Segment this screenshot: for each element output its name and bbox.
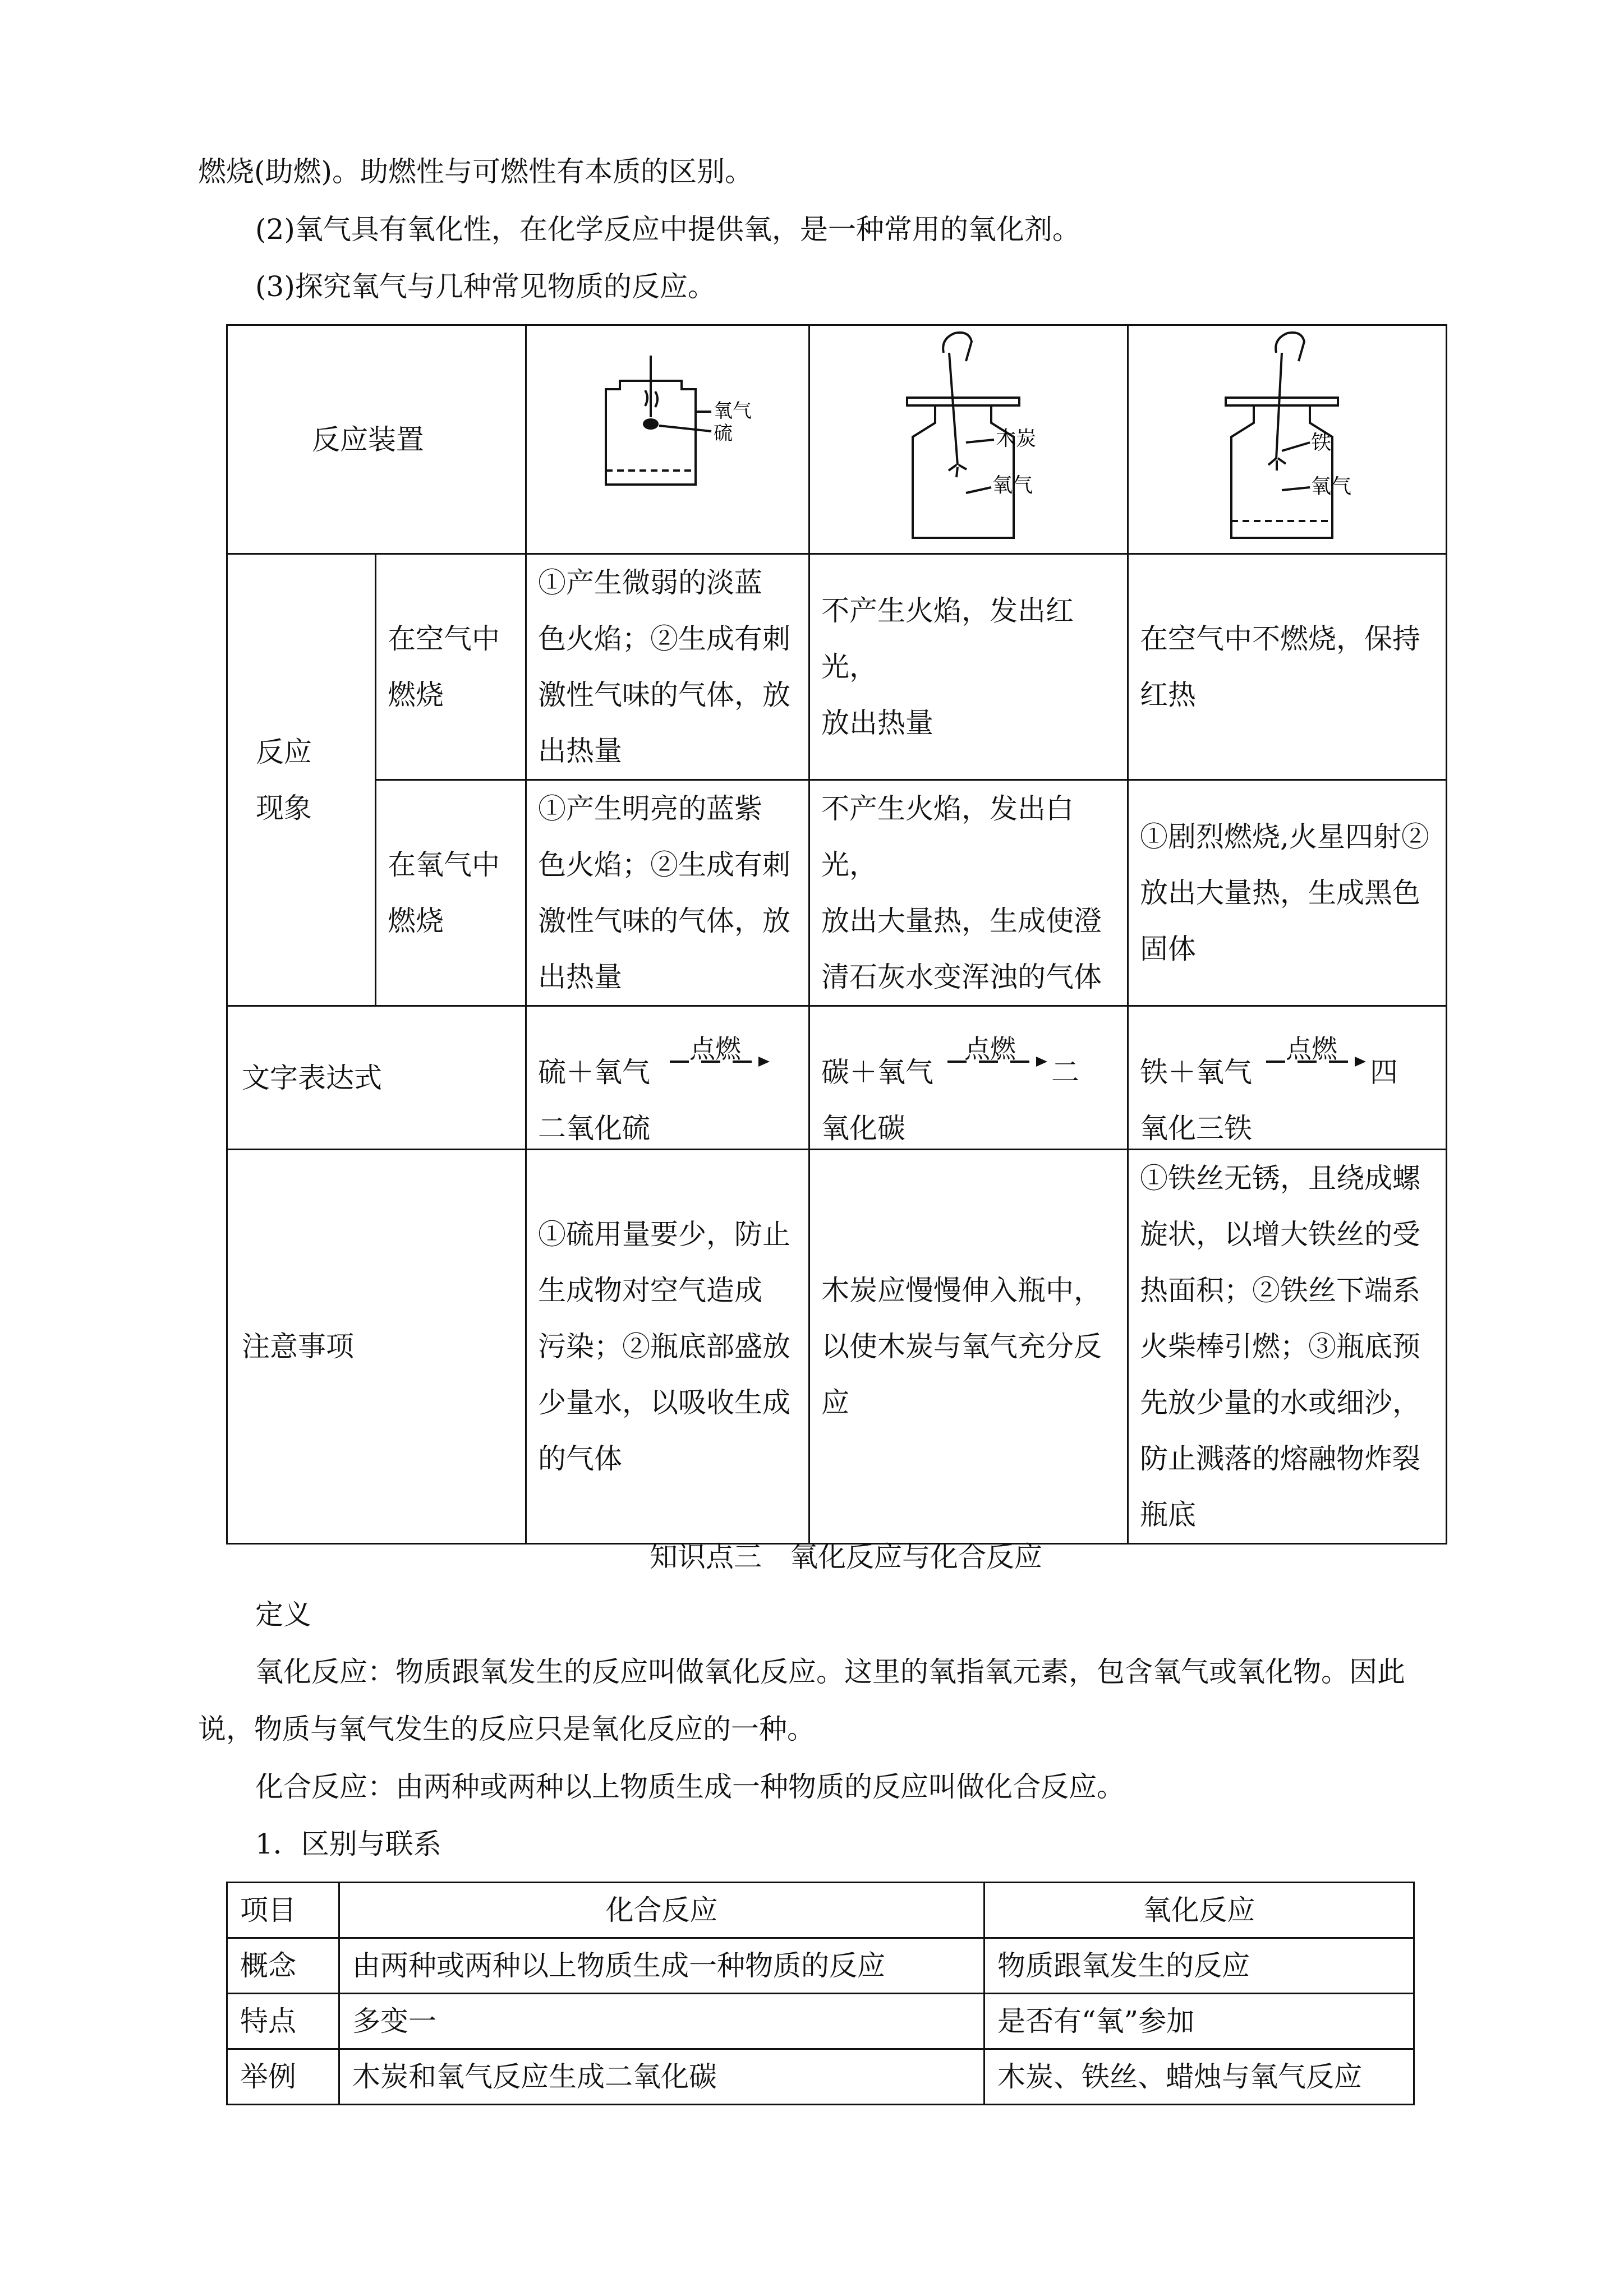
eq-carbon-reactants: 碳＋氧气 [821, 1055, 933, 1089]
intro-line-1: 燃烧(助燃)。助燃性与可燃性有本质的区别。 [198, 155, 753, 188]
in-oxygen-label: 在氧气中 燃烧 [376, 780, 526, 1006]
row-combination-value: 由两种或两种以上物质生成一种物质的反应 [339, 1938, 984, 1994]
eq-carbon-cell [809, 1006, 1128, 1150]
row-label: 举例 [227, 2049, 339, 2105]
eq-carbon-product-start: 二 [1051, 1055, 1079, 1089]
item-1-heading: 1．区别与联系 [255, 1828, 441, 1860]
reaction-arrow-icon [670, 1044, 771, 1079]
air-burning-row [227, 554, 1447, 780]
eq-iron-product: 氧化三铁 [1140, 1112, 1252, 1145]
eq-sulfur-product: 二氧化硫 [538, 1112, 650, 1145]
table-row [227, 1938, 1414, 1994]
eq-sulfur-condition: 点燃 [689, 1033, 741, 1064]
label-sulfur: 硫 [714, 422, 733, 445]
label-oxygen-2: 氧气 [992, 473, 1033, 497]
label-oxygen-3: 氧气 [1310, 474, 1351, 498]
apparatus-header: 反应装置 [227, 325, 526, 554]
row-combination-value: 多变一 [339, 1994, 984, 2049]
header-oxidation: 氧化反应 [984, 1883, 1414, 1938]
eq-iron-reactants: 铁＋氧气 [1140, 1055, 1252, 1089]
air-iron-cell: 在空气中不燃烧，保持 红热 [1128, 554, 1447, 780]
eq-carbon-product: 氧化碳 [821, 1112, 905, 1145]
table-row [227, 1994, 1414, 2049]
table-row [227, 2049, 1414, 2105]
row-oxidation-value: 木炭、铁丝、蜡烛与氧气反应 [984, 2049, 1414, 2105]
row-oxidation-value: 是否有“氧”参加 [984, 1994, 1414, 2049]
o2-sulfur-cell: ①产生明亮的蓝紫 色火焰；②生成有刺 激性气味的气体，放 出热量 [526, 780, 809, 1006]
iron-apparatus-cell [1128, 325, 1447, 554]
o2-carbon-cell: 不产生火焰，发出白光， 放出大量热，生成使澄 清石灰水变浑浊的气体 [809, 780, 1128, 1006]
oxidation-definition-line-1: 氧化反应：物质跟氧发生的反应叫做氧化反应。这里的氧指氧元素，包含氧气或氧化物。因此 [255, 1656, 1405, 1688]
phenomenon-header: 反应 现象 [227, 554, 376, 1006]
intro-line-3: (3)探究氧气与几种常见物质的反应。 [255, 270, 716, 303]
row-oxidation-value: 物质跟氧发生的反应 [984, 1938, 1414, 1994]
reaction-arrow-icon [1266, 1044, 1367, 1079]
row-combination-value: 木炭和氧气反应生成二氧化碳 [339, 2049, 984, 2105]
oxygen-reaction-table [226, 324, 1447, 1545]
eq-iron-cell [1128, 1006, 1447, 1150]
reaction-arrow-icon [947, 1044, 1048, 1079]
air-sulfur-cell: ①产生微弱的淡蓝 色火焰；②生成有刺 激性气味的气体，放 出热量 [526, 554, 809, 780]
label-charcoal: 木炭 [995, 427, 1036, 450]
eq-sulfur-cell [526, 1006, 809, 1150]
label-iron: 铁 [1310, 431, 1331, 454]
o2-iron-cell: ①剧烈燃烧,火星四射② 放出大量热，生成黑色 固体 [1128, 780, 1447, 1006]
comparison-header-row [227, 1883, 1414, 1938]
intro-line-2: (2)氧气具有氧化性，在化学反应中提供氧，是一种常用的氧化剂。 [255, 213, 1080, 246]
equation-header: 文字表达式 [227, 1006, 526, 1150]
notes-iron-cell: ①铁丝无锈，且绕成螺 旋状，以增大铁丝的受 热面积；②铁丝下端系 火柴棒引燃；③瓶底预 先放少量的水或细沙， 防止溅落的熔融物炸裂 瓶底 [1128, 1150, 1447, 1544]
iron-jar-diagram [1192, 330, 1383, 549]
definition-title: 定义 [255, 1598, 311, 1631]
section-heading: 知识点三 氧化反应与化合反应 [650, 1541, 1042, 1573]
label-oxygen: 氧气 [714, 399, 752, 422]
notes-row [227, 1150, 1447, 1544]
sulfur-apparatus-cell [526, 325, 809, 554]
air-carbon-cell: 不产生火焰，发出红光， 放出热量 [809, 554, 1128, 780]
notes-header: 注意事项 [227, 1150, 526, 1544]
row-label: 特点 [227, 1994, 339, 2049]
carbon-jar-diagram [873, 330, 1064, 549]
row-label: 概念 [227, 1938, 339, 1994]
header-item: 项目 [227, 1883, 339, 1938]
eq-carbon-condition: 点燃 [964, 1033, 1016, 1064]
apparatus-row [227, 325, 1447, 554]
header-combination: 化合反应 [339, 1883, 984, 1938]
eq-iron-product-start: 四 [1370, 1055, 1398, 1089]
notes-carbon-cell: 木炭应慢慢伸入瓶中， 以使木炭与氧气充分反 应 [809, 1150, 1128, 1544]
equation-row [227, 1006, 1447, 1150]
sulfur-jar-diagram [583, 356, 752, 524]
notes-sulfur-cell: ①硫用量要少，防止 生成物对空气造成 污染；②瓶底部盛放 少量水，以吸收生成 的气体 [526, 1150, 809, 1544]
carbon-apparatus-cell [809, 325, 1128, 554]
comparison-table [226, 1882, 1415, 2105]
sulfur-spoon-icon [643, 418, 659, 430]
eq-iron-condition: 点燃 [1286, 1033, 1337, 1064]
oxygen-burning-row [227, 780, 1447, 1006]
combination-definition: 化合反应：由两种或两种以上物质生成一种物质的反应叫做化合反应。 [255, 1771, 1125, 1803]
oxidation-definition-line-2: 说，物质与氧气发生的反应只是氧化反应的一种。 [198, 1713, 815, 1745]
eq-sulfur-reactants: 硫＋氧气 [538, 1055, 650, 1089]
in-air-label: 在空气中 燃烧 [376, 554, 526, 780]
